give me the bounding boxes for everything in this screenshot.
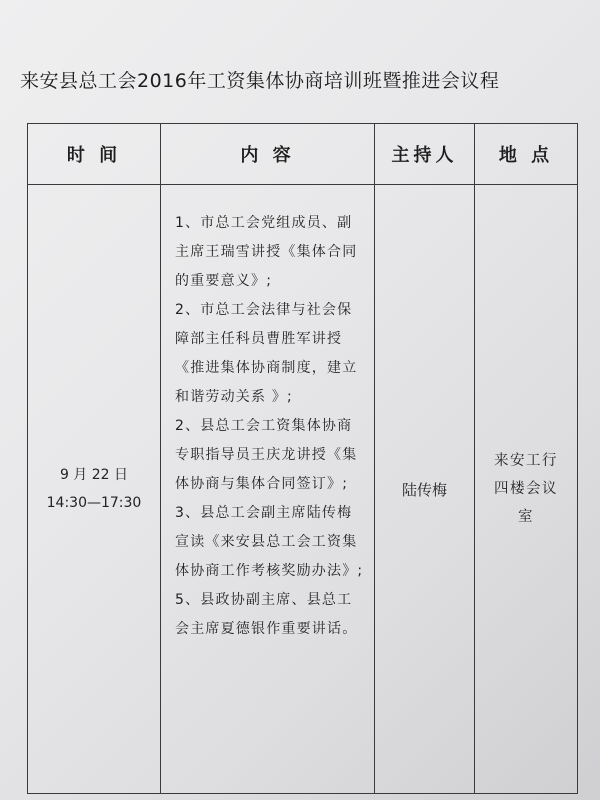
time-cell bbox=[28, 185, 161, 794]
date-text: 9 月 22 日 bbox=[59, 467, 129, 483]
place-line: 室 bbox=[518, 509, 534, 525]
agenda-item: 2、县总工会工资集体协商专职指导员王庆龙讲授《集体协商与集体合同签订》; bbox=[175, 418, 358, 492]
place-line: 来安工行 bbox=[494, 453, 558, 469]
header-time: 时 间 bbox=[28, 124, 161, 185]
content-cell bbox=[161, 185, 375, 794]
agenda-item: 2、市总工会法律与社会保障部主任科员曹胜军讲授《推进集体协商制度，建立和谐劳动关系 》; bbox=[175, 302, 358, 405]
header-content: 内 容 bbox=[161, 124, 375, 185]
agenda-item: 1、市总工会党组成员、副主席王瑞雪讲授《集体合同的重要意义》; bbox=[175, 215, 358, 289]
time-range-text: 14:30—17:30 bbox=[46, 495, 142, 511]
table-row bbox=[28, 185, 578, 794]
agenda-item: 5、县政协副主席、县总工会主席夏德银作重要讲话。 bbox=[175, 592, 358, 637]
agenda-item: 3、县总工会副主席陆传梅宣读《来安县总工会工资集体协商工作考核奖励办法》; bbox=[175, 505, 364, 579]
header-host: 主持人 bbox=[375, 124, 475, 185]
place-cell bbox=[475, 185, 578, 794]
table-header-row bbox=[28, 124, 578, 185]
place-line: 四楼会议 bbox=[494, 481, 558, 497]
header-place: 地 点 bbox=[475, 124, 578, 185]
document-title: 来安县总工会2016年工资集体协商培训班暨推进会议程 bbox=[20, 70, 500, 92]
host-cell: 陆传梅 bbox=[375, 185, 475, 794]
agenda-table bbox=[27, 123, 578, 794]
